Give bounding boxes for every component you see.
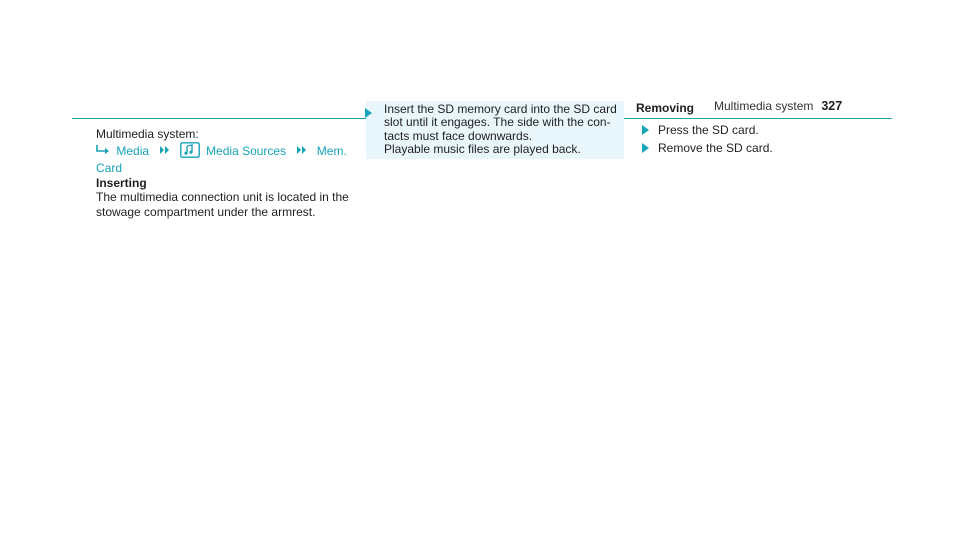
bullet-arrow-icon	[365, 108, 372, 118]
intro-text: Multimedia system:	[96, 127, 199, 141]
insert-step-line-3: tacts must face downwards.	[384, 128, 533, 143]
path-item-media-sources: Media Sources	[206, 143, 287, 158]
column-middle-highlight	[366, 101, 624, 159]
double-chevron-icon	[159, 144, 174, 158]
insert-step-line-2: slot until it engages. The side with the con-	[384, 115, 611, 130]
menu-path	[96, 142, 356, 162]
arrow-down-right-icon	[96, 144, 113, 158]
remove-step-1: Press the SD card.	[658, 123, 759, 137]
column-left	[96, 127, 356, 220]
path-item-card: Card	[96, 161, 123, 176]
bullet-arrow-icon	[642, 125, 649, 135]
path-item-mem: Mem.	[316, 143, 347, 158]
removing-heading: Removing	[636, 101, 695, 115]
section-title: Multimedia system	[714, 99, 814, 113]
double-chevron-icon	[296, 144, 311, 158]
inserting-line-1: The multimedia connection unit is located in the	[96, 190, 349, 205]
bullet-arrow-icon	[642, 143, 649, 153]
inserting-heading: Inserting	[96, 175, 147, 190]
inserting-line-2: stowage compartment under the armrest.	[96, 204, 316, 219]
insert-step-line-1: Insert the SD memory card into the SD card	[384, 102, 617, 116]
page-number: 327	[821, 99, 843, 113]
media-sources-icon	[180, 147, 203, 161]
remove-step-2: Remove the SD card.	[658, 141, 773, 155]
path-item-media: Media	[116, 143, 150, 158]
column-right	[636, 101, 866, 155]
insert-result: Playable music files are played back.	[384, 141, 581, 156]
